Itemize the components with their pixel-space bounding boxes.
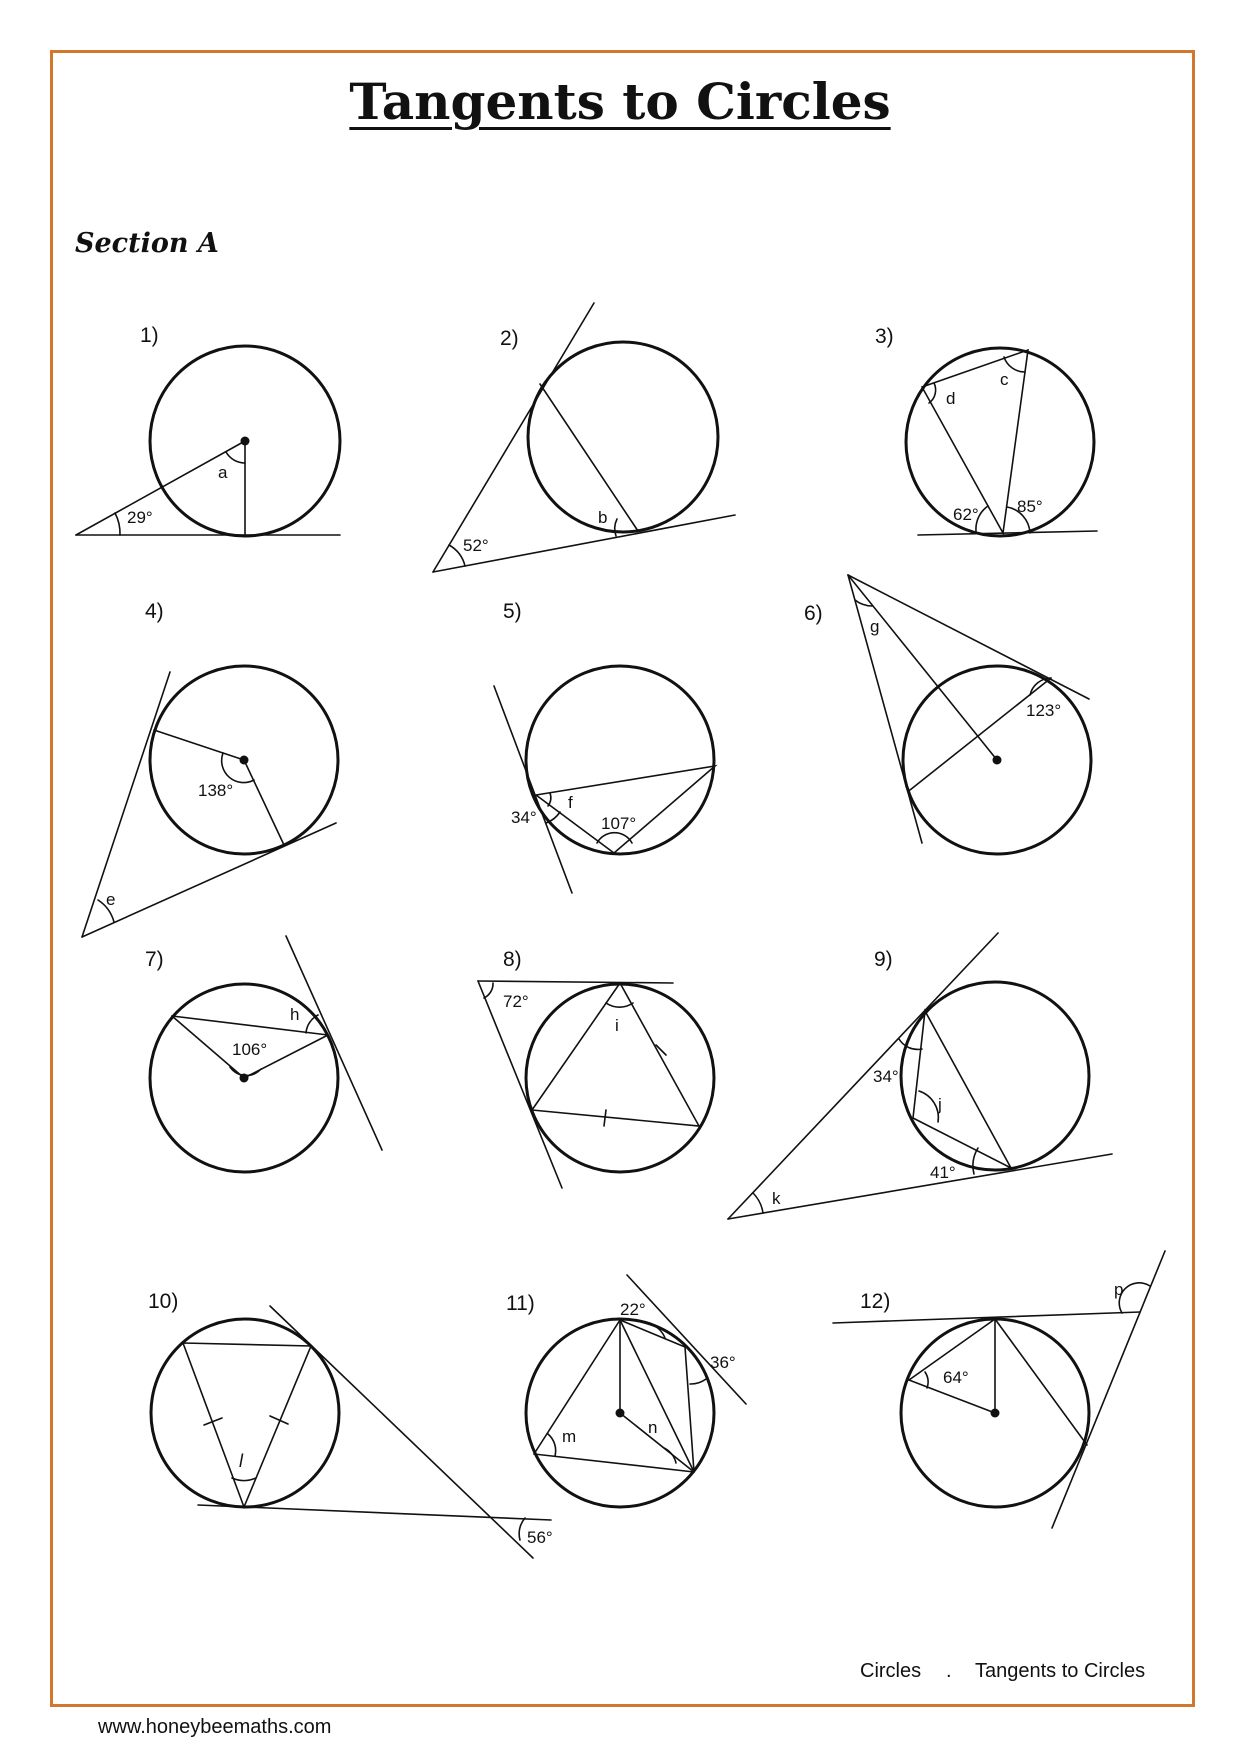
angle-label: b (598, 508, 608, 527)
question-number: 5) (503, 600, 522, 623)
angle-label: 34° (873, 1067, 899, 1086)
footer-subtopic: Tangents to Circles (975, 1660, 1146, 1682)
website-link[interactable]: www.honeybeemaths.com (98, 1716, 332, 1738)
question-number: 11) (506, 1292, 535, 1315)
question-number: 1) (140, 324, 159, 347)
page-title: Tangents to Circles (349, 72, 891, 131)
angle-label: p (1114, 1280, 1124, 1299)
angle-label: 123° (1026, 701, 1062, 720)
question-12 (833, 1251, 1165, 1528)
question-3 (875, 325, 1097, 536)
angle-label: 29° (127, 508, 153, 527)
angle-label: h (290, 1005, 300, 1024)
angle-label: n (648, 1418, 658, 1437)
question-10 (148, 1290, 553, 1558)
angle-label: 72° (503, 992, 529, 1011)
footer-topic: Circles (860, 1660, 922, 1682)
question-1 (76, 324, 340, 536)
angle-label: l (239, 1451, 243, 1471)
angle-label: 106° (232, 1040, 268, 1059)
angle-label: 41° (930, 1163, 956, 1182)
question-9 (728, 933, 1112, 1219)
question-number: 10) (148, 1290, 179, 1313)
question-number: 12) (860, 1290, 891, 1313)
angle-label: d (946, 389, 956, 408)
angle-label: 34° (511, 808, 537, 827)
angle-label: c (1000, 370, 1009, 389)
question-number: 9) (874, 948, 893, 971)
question-5 (494, 600, 715, 893)
angle-label: g (870, 617, 880, 636)
angle-label: i (615, 1016, 619, 1035)
question-6 (804, 575, 1091, 854)
question-2 (433, 303, 735, 572)
angle-label: 138° (198, 781, 234, 800)
question-8 (478, 948, 714, 1188)
question-11 (506, 1275, 746, 1507)
angle-label: k (772, 1189, 781, 1208)
angle-label: e (106, 890, 116, 909)
section-heading: Section A (75, 228, 219, 259)
angle-label: f (568, 793, 573, 812)
angle-label: 52° (463, 536, 489, 555)
angle-label: 85° (1017, 497, 1043, 516)
angle-label: m (562, 1427, 577, 1446)
angle-label: a (218, 463, 228, 482)
question-number: 4) (145, 600, 164, 623)
angle-label: 62° (953, 505, 979, 524)
angle-label: j (938, 1095, 942, 1114)
question-number: 2) (500, 327, 519, 350)
question-number: 6) (804, 602, 823, 625)
angle-label: 64° (943, 1368, 969, 1387)
angle-label: 36° (710, 1353, 736, 1372)
footer-separator: . (946, 1660, 952, 1682)
question-4 (82, 600, 338, 937)
question-number: 3) (875, 325, 894, 348)
question-number: 8) (503, 948, 522, 971)
angle-label: 56° (527, 1528, 553, 1547)
question-number: 7) (145, 948, 164, 971)
angle-label: 22° (620, 1300, 646, 1319)
angle-label: 107° (601, 814, 637, 833)
question-7 (145, 936, 382, 1172)
